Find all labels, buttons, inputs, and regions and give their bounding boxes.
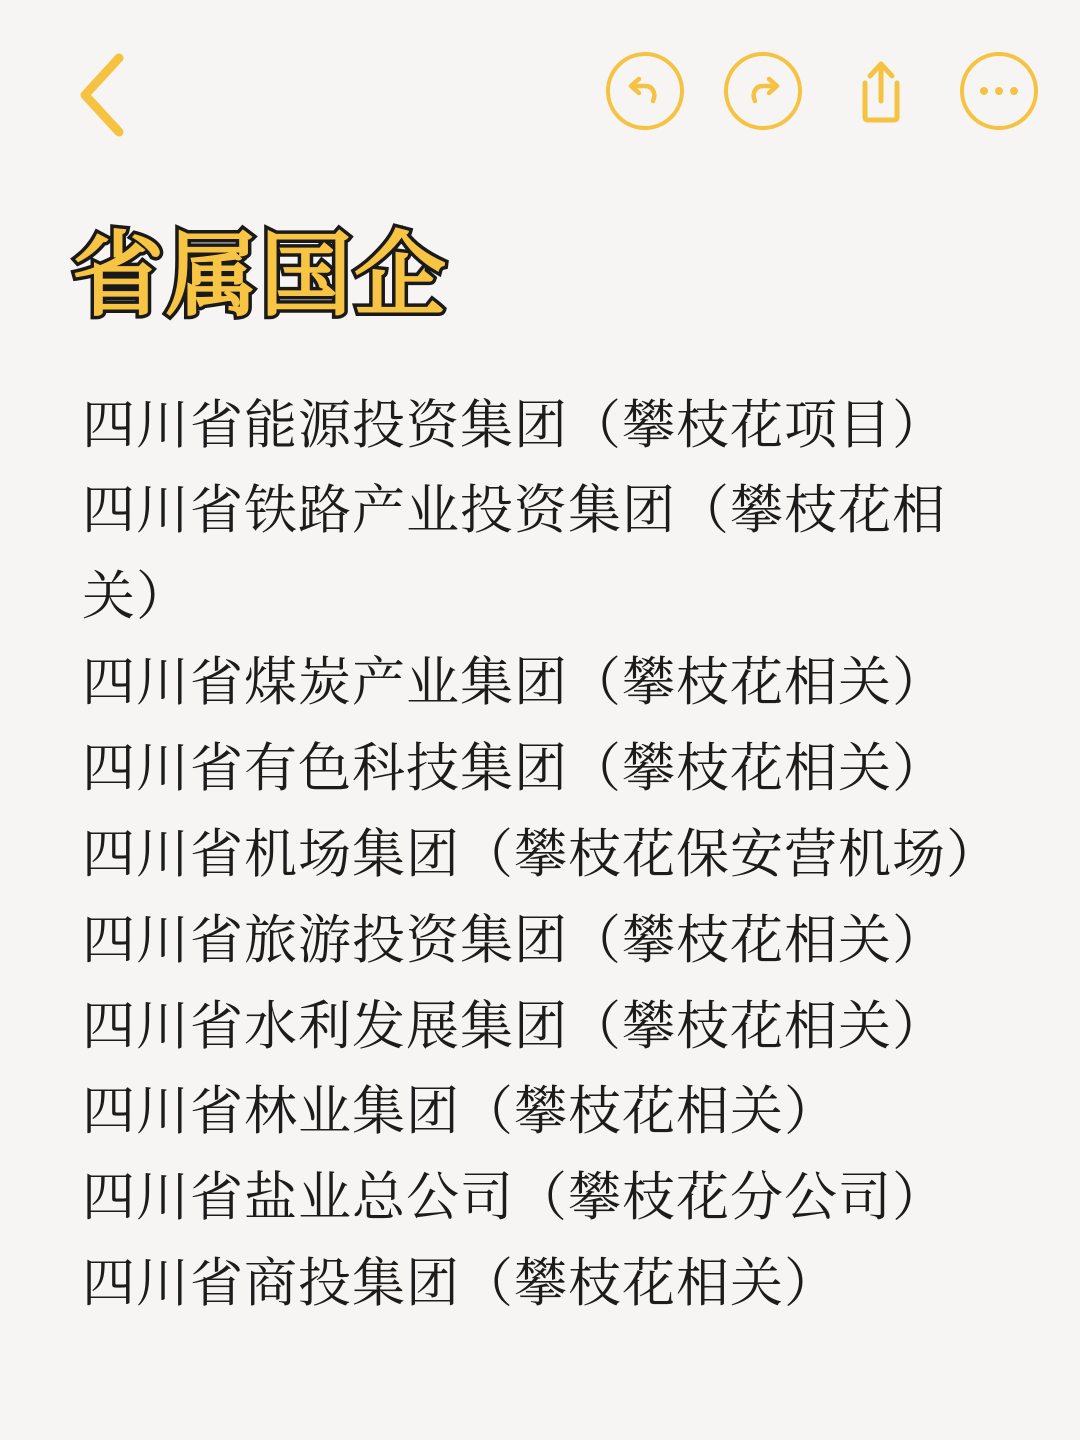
list-item: 四川省林业集团（攀枝花相关） <box>82 1081 838 1143</box>
list-item: 四川省有色科技集团（攀枝花相关） <box>82 738 946 800</box>
undo-button[interactable] <box>606 52 684 130</box>
list-item: 四川省能源投资集团（攀枝花项目） <box>82 394 946 456</box>
list-item: 四川省水利发展集团（攀枝花相关） <box>82 995 946 1057</box>
top-toolbar <box>0 0 1080 186</box>
share-button[interactable] <box>842 52 920 130</box>
list-item: 四川省旅游投资集团（攀枝花相关） <box>82 909 946 971</box>
more-button[interactable] <box>960 52 1038 130</box>
list-item: 四川省铁路产业投资集团（攀枝花相关） <box>82 480 946 628</box>
share-upload-icon <box>851 57 911 125</box>
company-list <box>0 383 1080 1327</box>
toolbar-actions <box>606 52 1038 130</box>
redo-icon <box>741 69 785 113</box>
undo-icon <box>623 69 667 113</box>
chevron-left-icon <box>75 52 129 138</box>
list-item: 四川省盐业总公司（攀枝花分公司） <box>82 1167 946 1229</box>
more-horizontal-icon <box>977 83 1021 99</box>
list-item: 四川省商投集团（攀枝花相关） <box>82 1253 838 1315</box>
list-item: 四川省煤炭产业集团（攀枝花相关） <box>82 652 946 714</box>
page-title: 省属国企 <box>72 222 449 329</box>
list-item: 四川省机场集团（攀枝花保安营机场） <box>82 823 1000 885</box>
redo-button[interactable] <box>724 52 802 130</box>
page-title-wrap <box>72 222 1080 329</box>
back-button[interactable] <box>62 50 142 140</box>
